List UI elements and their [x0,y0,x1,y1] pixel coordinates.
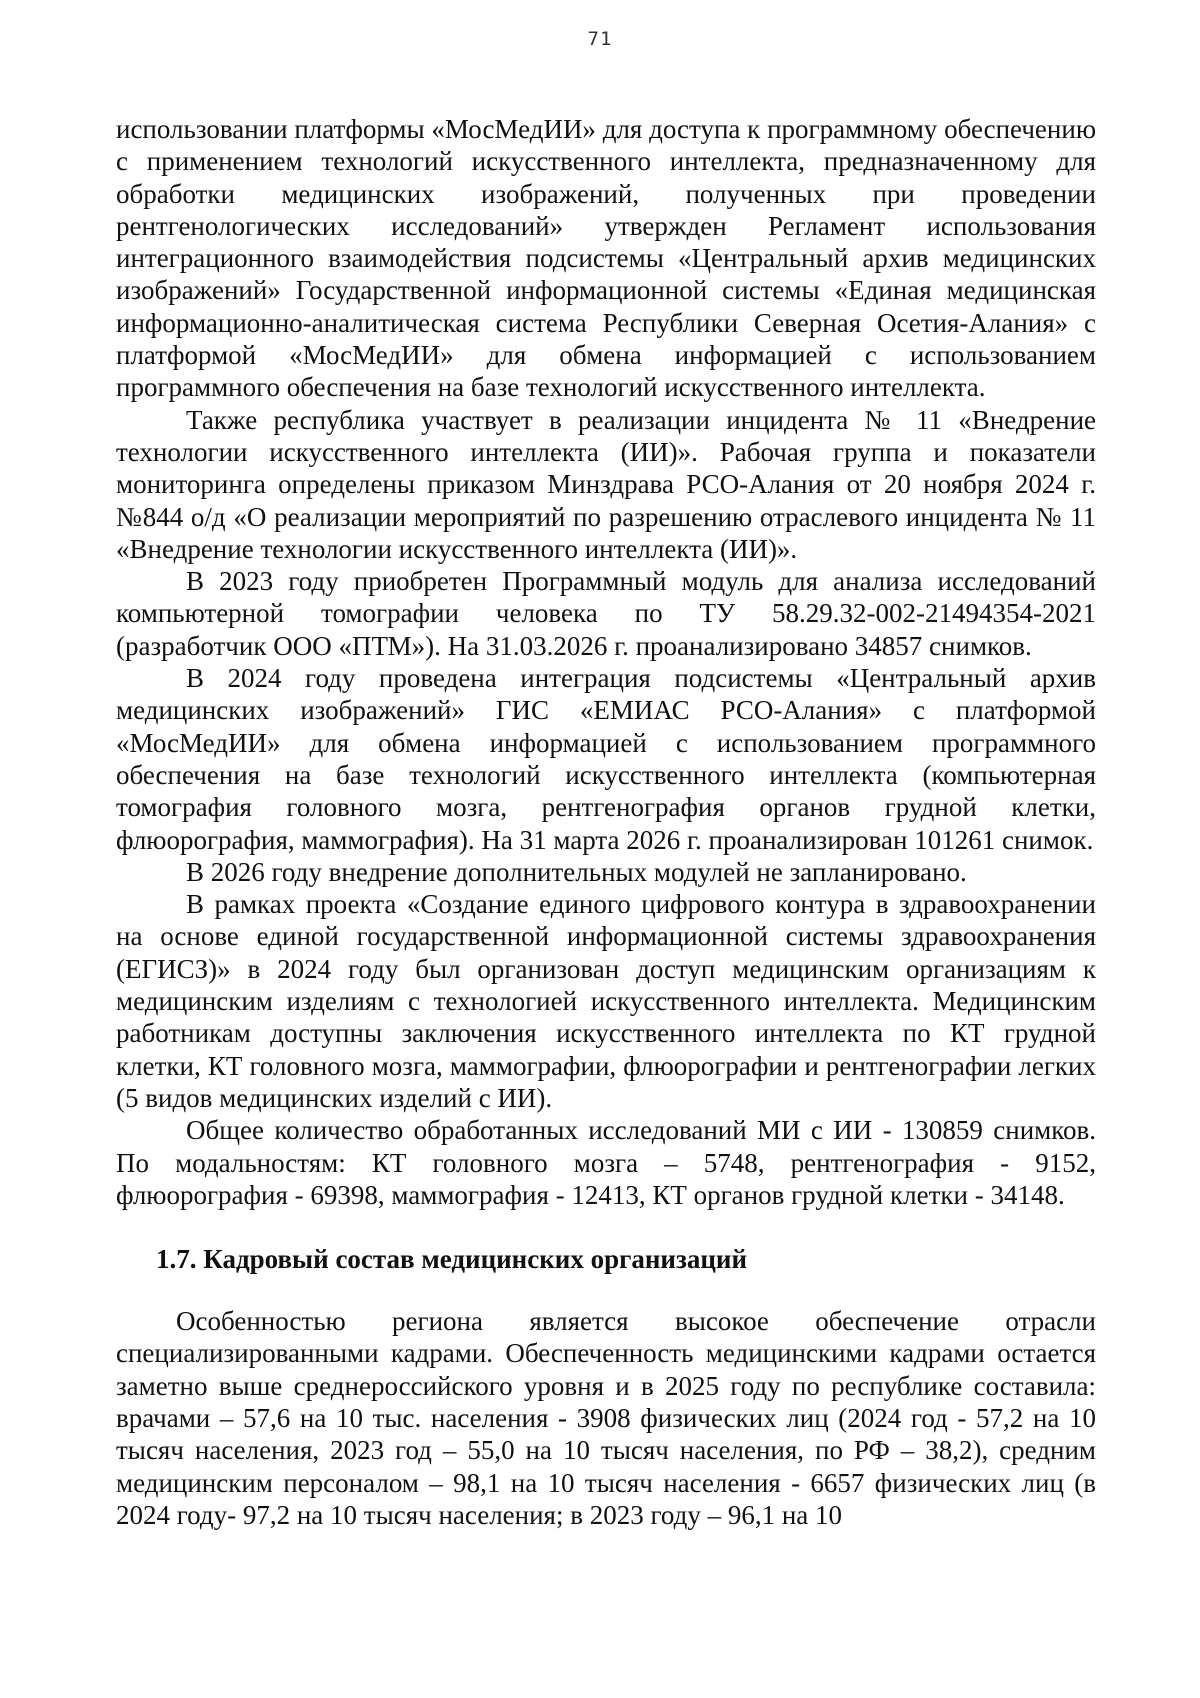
paragraph-integration-2024: В 2024 году проведена интеграция подсистемы «Центральный архив медицинских изображений» ГИС «ЕМИАС РСО-Алания» с платформой «МосМедИИ» для обмена информацией с использованием программного обеспечения на базе технологий искусственного интеллекта (компьютерная томография головного мозга, рентгенография органов грудной клетки, флюорография, маммография). На 31 марта 2026 г. проанализирован 101261 снимок. [116,663,1096,855]
paragraph-ct-module: В 2023 году приобретен Программный модуль для анализа исследований компьютерной томографии человека по ТУ 58.29.32-002-21494354-2021 (разработчик ООО «ПТМ»). На 31.03.2026 г. проанализировано 34857 снимков. [116,566,1096,661]
page-number: 71 [587,28,613,50]
paragraph-total-studies: Общее количество обработанных исследований МИ с ИИ - 130859 снимков. По модальностям: КТ головного мозга – 5748, рентгенография - 9152, флюорография - 69398, маммография - 12413, КТ органов грудной клетки - 34148. [116,1115,1096,1210]
section-heading: 1.7. Кадровый состав медицинских организаций [156,1244,747,1275]
paragraph-egisz-project: В рамках проекта «Создание единого цифрового контура в здравоохранении на основе единой государственной информационной системы здравоохранения (ЕГИСЗ)» в 2024 году был организован доступ медицинским организациям к медицинским изделиям с технологией искусственного интеллекта. Медицинским работникам доступны заключения искусственного интеллекта по КТ грудной клетки, КТ головного мозга, маммографии, флюорографии и рентгенографии легких (5 видов медицинских изделий с ИИ). [116,889,1096,1113]
paragraph-staffing: Особенностью региона является высокое обеспечение отрасли специализированными кадрами. Обеспеченность медицинскими кадрами остается заметно выше среднероссийского уровня и в 2025 году по республике составила: врачами – 57,6 на 10 тыс. населения - 3908 физических лиц (2024 год - 57,2 на 10 тысяч населения, 2023 год – 55,0 на 10 тысяч населения, по РФ – 38,2), средним медицинским персоналом – 98,1 на 10 тысяч населения - 6657 физических лиц (в 2024 году- 97,2 на 10 тысяч населения; в 2023 году – 96,1 на 10 [116,1306,1096,1530]
paragraph-continuation: использовании платформы «МосМедИИ» для доступа к программному обеспечению с применением технологий искусственного интеллекта, предназначенному для обработки медицинских изображений, полученных при проведении рентгенологических исследований» утвержден Регламент использования интеграционного взаимодействия подсистемы «Центральный архив медицинских изображений» Государственной информационной системы «Единая медицинская информационно-аналитическая система Республики Северная Осетия-Алания» с платформой «МосМедИИ» для обмена информацией с использованием программного обеспечения на базе технологий искусственного интеллекта. [116,114,1096,403]
page-content [116,113,1096,1531]
paragraph-ai-incident: Также республика участвует в реализации инцидента № 11 «Внедрение технологии искусственного интеллекта (ИИ)». Рабочая группа и показатели мониторинга определены приказом Минздрава РСО-Алания от 20 ноября 2024 г. №844 о/д «О реализации мероприятий по разрешению отраслевого инцидента № 11 «Внедрение технологии искусственного интеллекта (ИИ)». [116,404,1096,564]
paragraph-no-new-modules: В 2026 году внедрение дополнительных модулей не запланировано. [186,856,967,887]
section-body [116,1305,1096,1531]
